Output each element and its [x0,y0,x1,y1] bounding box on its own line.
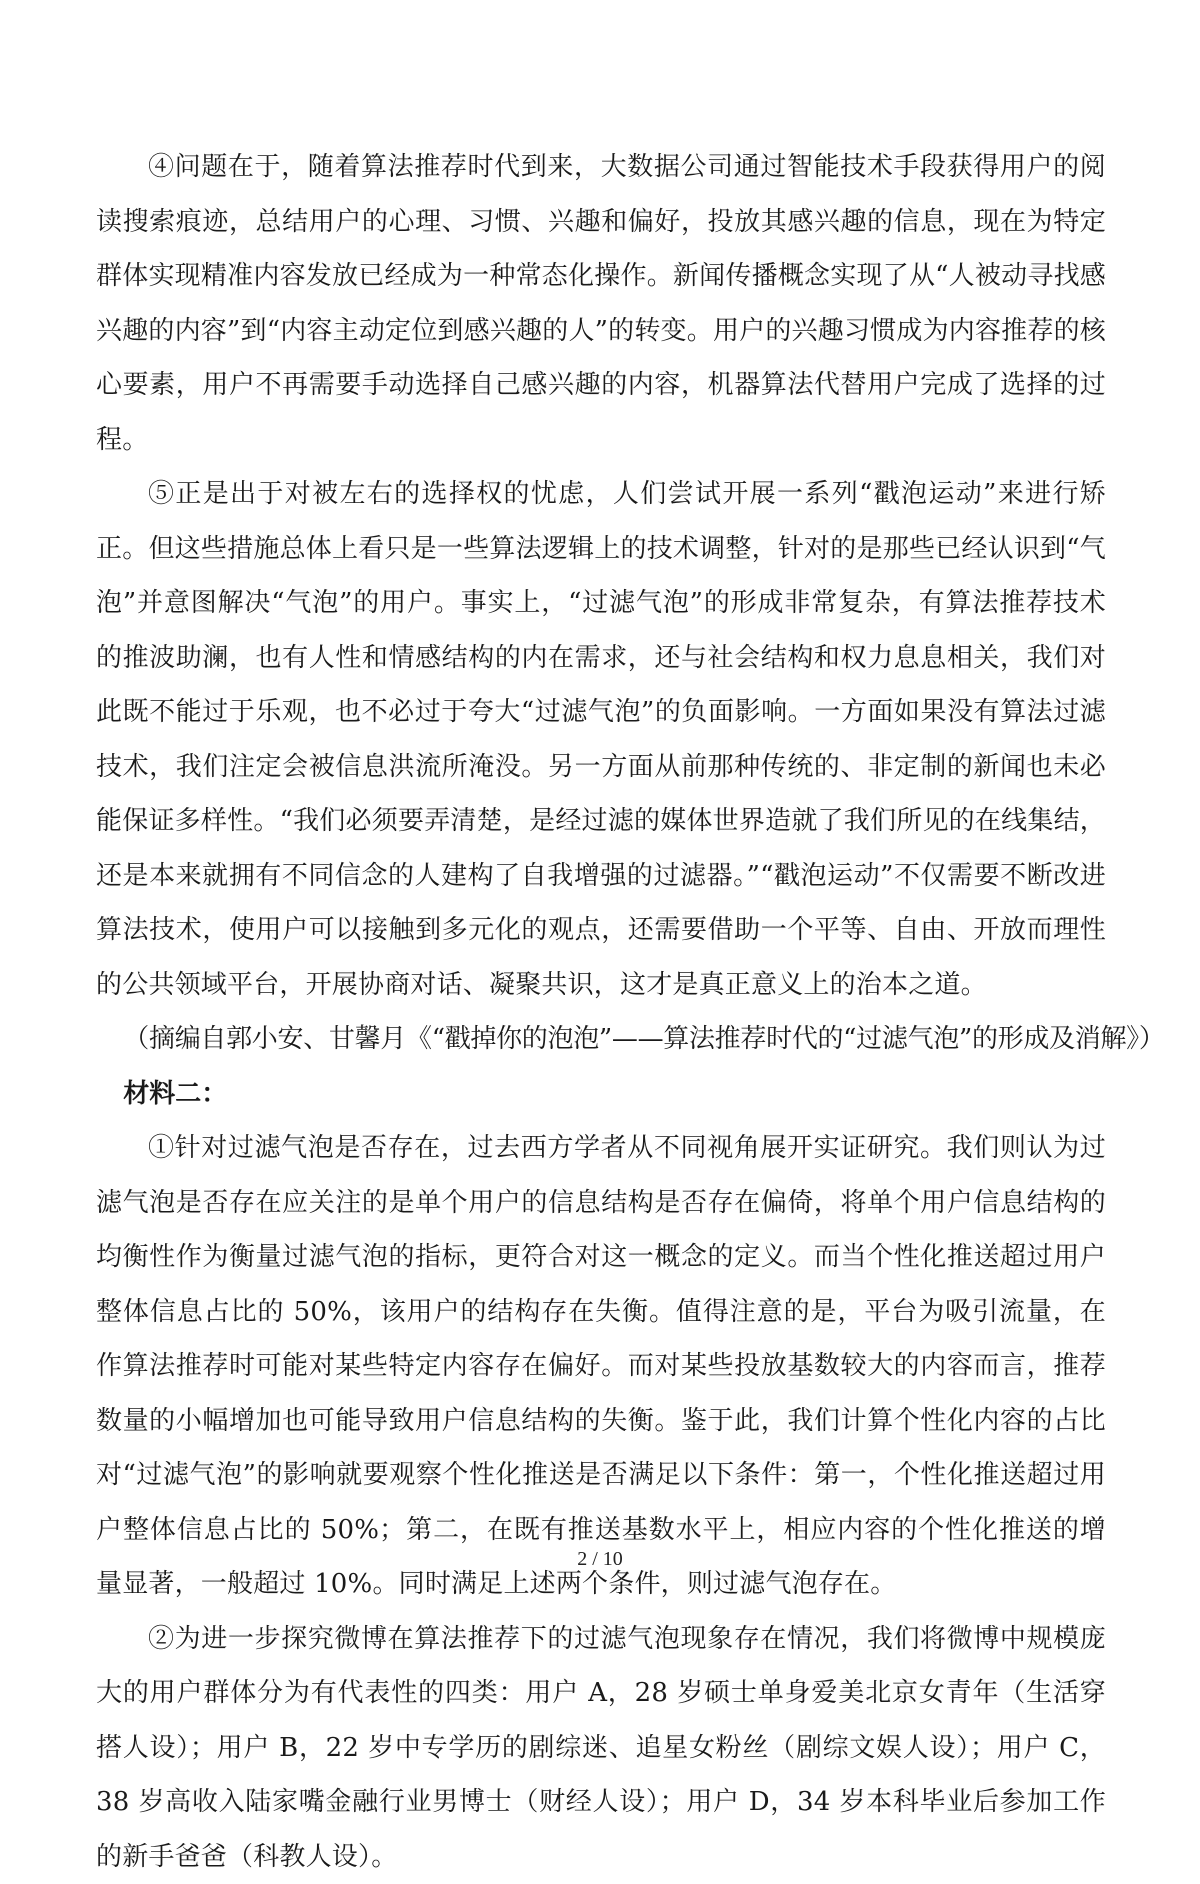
page-content [96,140,1106,1884]
page-number: 2 / 10 [0,1548,1200,1571]
paragraph-5: ⑤正是出于对被左右的选择权的忧虑，人们尝试开展一系列“戳泡运动”来进行矫正。但这些措施总体上看只是一些算法逻辑上的技术调整，针对的是那些已经认识到“气泡”并意图解决“气泡”的用户。事实上，“过滤气泡”的形成非常复杂，有算法推荐技术的推波助澜，也有人性和情感结构的内在需求，还与社会结构和权力息息相关，我们对此既不能过于乐观，也不必过于夸大“过滤气泡”的负面影响。一方面如果没有算法过滤技术，我们注定会被信息洪流所淹没。另一方面从前那种传统的、非定制的新闻也未必能保证多样性。“我们必须要弄清楚，是经过滤的媒体世界造就了我们所见的在线集结，还是本来就拥有不同信念的人建构了自我增强的过滤器。”“戳泡运动”不仅需要不断改进算法技术，使用户可以接触到多元化的观点，还需要借助一个平等、自由、开放而理性的公共领域平台，开展协商对话、凝聚共识，这才是真正意义上的治本之道。 [96,467,1106,1012]
paragraph-4: ④问题在于，随着算法推荐时代到来，大数据公司通过智能技术手段获得用户的阅读搜索痕迹，总结用户的心理、习惯、兴趣和偏好，投放其感兴趣的信息，现在为特定群体实现精准内容发放已经成为一种常态化操作。新闻传播概念实现了从“人被动寻找感兴趣的内容”到“内容主动定位到感兴趣的人”的转变。用户的兴趣习惯成为内容推荐的核心要素，用户不再需要手动选择自己感兴趣的内容，机器算法代替用户完成了选择的过程。 [96,140,1106,467]
material-two-paragraph-1: ①针对过滤气泡是否存在，过去西方学者从不同视角展开实证研究。我们则认为过滤气泡是否存在应关注的是单个用户的信息结构是否存在偏倚，将单个用户信息结构的均衡性作为衡量过滤气泡的指标，更符合对这一概念的定义。而当个性化推送超过用户整体信息占比的 50%，该用户的结构存在失衡。值得注意的是，平台为吸引流量，在作算法推荐时可能对某些特定内容存在偏好。而对某些投放基数较大的内容而言，推荐数量的小幅增加也可能导致用户信息结构的失衡。鉴于此，我们计算个性化内容的占比对“过滤气泡”的影响就要观察个性化推送是否满足以下条件：第一，个性化推送超过用户整体信息占比的 50%；第二，在既有推送基数水平上，相应内容的个性化推送的增量显著，一般超过 10%。同时满足上述两个条件，则过滤气泡存在。 [96,1121,1106,1612]
source-citation: （摘编自郭小安、甘馨月《“戳掉你的泡泡”——算法推荐时代的“过滤气泡”的形成及消解》） [96,1012,1106,1067]
material-two-heading: 材料二： [96,1067,1106,1122]
material-two-paragraph-2: ②为进一步探究微博在算法推荐下的过滤气泡现象存在情况，我们将微博中规模庞大的用户群体分为有代表性的四类：用户 A，28 岁硕士单身爱美北京女青年（生活穿搭人设）；用户 B，22 岁中专学历的剧综迷、追星女粉丝（剧综文娱人设）；用户 C，38 岁高收入陆家嘴金融行业男博士（财经人设）；用户 D，34 岁本科毕业后参加工作的新手爸爸（科教人设）。 [96,1612,1106,1884]
